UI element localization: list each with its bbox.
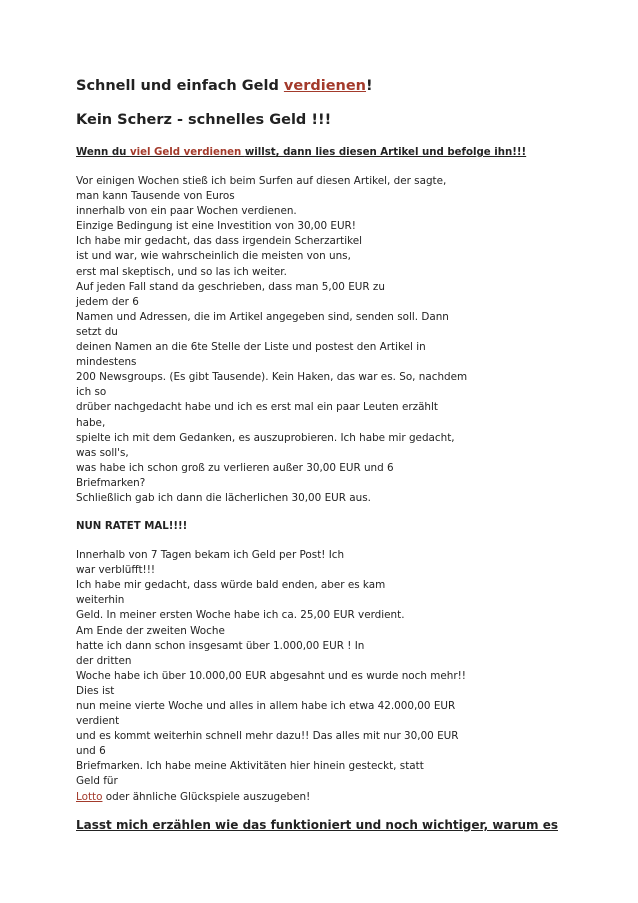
text-line: nun meine vierte Woche und alles in allem habe ich etwa 42.000,00 EUR xyxy=(76,700,456,712)
text-line: Dies ist xyxy=(76,684,115,697)
lotto-link[interactable]: Lotto xyxy=(76,790,103,803)
text-line: verdient xyxy=(76,715,120,728)
paragraph-story xyxy=(76,174,566,506)
paragraph-results xyxy=(76,548,566,805)
subheading-link[interactable]: viel Geld verdienen xyxy=(129,147,245,158)
explanation-heading: Lasst mich erzählen wie das funktioniert und noch wichtiger, warum es xyxy=(76,817,558,832)
subheading-after: willst, dann lies diesen Artikel und befolge ihn!!! xyxy=(244,147,527,158)
text-line: Briefmarken. Ich habe meine Aktivitäten hier hinein gesteckt, statt xyxy=(76,760,424,773)
text-line: und 6 xyxy=(76,745,106,758)
document-content xyxy=(76,76,566,834)
text-line: innerhalb von ein paar Wochen verdienen. xyxy=(76,205,297,218)
text-line: deinen Namen an die 6te Stelle der Liste und postest den Artikel in xyxy=(76,341,426,354)
text-line-lotto xyxy=(76,790,566,805)
text-line: Vor einigen Wochen stieß ich beim Surfen auf diesen Artikel, der sagte, xyxy=(76,175,447,187)
text-line: 200 Newsgroups. (Es gibt Tausende). Kein Haken, das war es. So, nachdem xyxy=(76,371,468,384)
text-line: Woche habe ich über 10.000,00 EUR abgesahnt und es wurde noch mehr!! xyxy=(76,669,466,682)
text-line: hatte ich dann schon insgesamt über 1.000,00 EUR ! In xyxy=(76,639,365,652)
intro-subheading xyxy=(76,146,566,160)
text-line: weiterhin xyxy=(76,594,125,607)
text-line: mindestens xyxy=(76,356,137,369)
text-line: man kann Tausende von Euros xyxy=(76,190,235,203)
callout-heading: NUN RATET MAL!!!! xyxy=(76,521,188,533)
text-line: Auf jeden Fall stand da geschrieben, dass man 5,00 EUR zu xyxy=(76,280,385,293)
text-line: habe, xyxy=(76,416,106,429)
title-link-verdienen[interactable]: verdienen xyxy=(283,78,367,94)
text-line: Namen und Adressen, die im Artikel angegeben sind, senden soll. Dann xyxy=(76,310,449,323)
text-line: Am Ende der zweiten Woche xyxy=(76,624,225,637)
text-line: Geld. In meiner ersten Woche habe ich ca. 25,00 EUR verdient. xyxy=(76,609,405,622)
text-line: ich so xyxy=(76,386,107,399)
text-line: und es kommt weiterhin schnell mehr dazu!! Das alles mit nur 30,00 EUR xyxy=(76,730,459,743)
subheading-before: Wenn du xyxy=(76,147,130,158)
text-line: Briefmarken? xyxy=(76,476,146,489)
text-line: erst mal skeptisch, und so las ich weiter. xyxy=(76,265,287,278)
text-line: jedem der 6 xyxy=(76,295,139,308)
text-line: Geld für xyxy=(76,775,118,788)
text-line: ist und war, wie wahrscheinlich die meisten von uns, xyxy=(76,250,351,263)
text-line: setzt du xyxy=(76,325,118,338)
text-line: Ich habe mir gedacht, dass würde bald enden, aber es kam xyxy=(76,579,386,592)
text-line: drüber nachgedacht habe und ich es erst mal ein paar Leuten erzählt xyxy=(76,401,438,414)
title-text-before: Schnell und einfach Geld xyxy=(76,78,284,94)
lotto-line-rest: oder ähnliche Glückspiele auszugeben! xyxy=(102,790,311,803)
text-line: Einzige Bedingung ist eine Investition von 30,00 EUR! xyxy=(76,220,356,233)
subtitle-heading: Kein Scherz - schnelles Geld !!! xyxy=(76,112,332,128)
page-title xyxy=(76,76,566,96)
text-line: Schließlich gab ich dann die lächerlichen 30,00 EUR aus. xyxy=(76,491,371,504)
text-line: war verblüfft!!! xyxy=(76,564,156,577)
text-line: der dritten xyxy=(76,654,132,667)
text-line: spielte ich mit dem Gedanken, es auszuprobieren. Ich habe mir gedacht, xyxy=(76,431,455,444)
text-line: was habe ich schon groß zu verlieren außer 30,00 EUR und 6 xyxy=(76,461,394,474)
text-line: Ich habe mir gedacht, das dass irgendein Scherzartikel xyxy=(76,235,363,248)
title-text-after: ! xyxy=(366,78,373,94)
text-line: was soll's, xyxy=(76,446,129,459)
text-line: Innerhalb von 7 Tagen bekam ich Geld per Post! Ich xyxy=(76,549,345,562)
